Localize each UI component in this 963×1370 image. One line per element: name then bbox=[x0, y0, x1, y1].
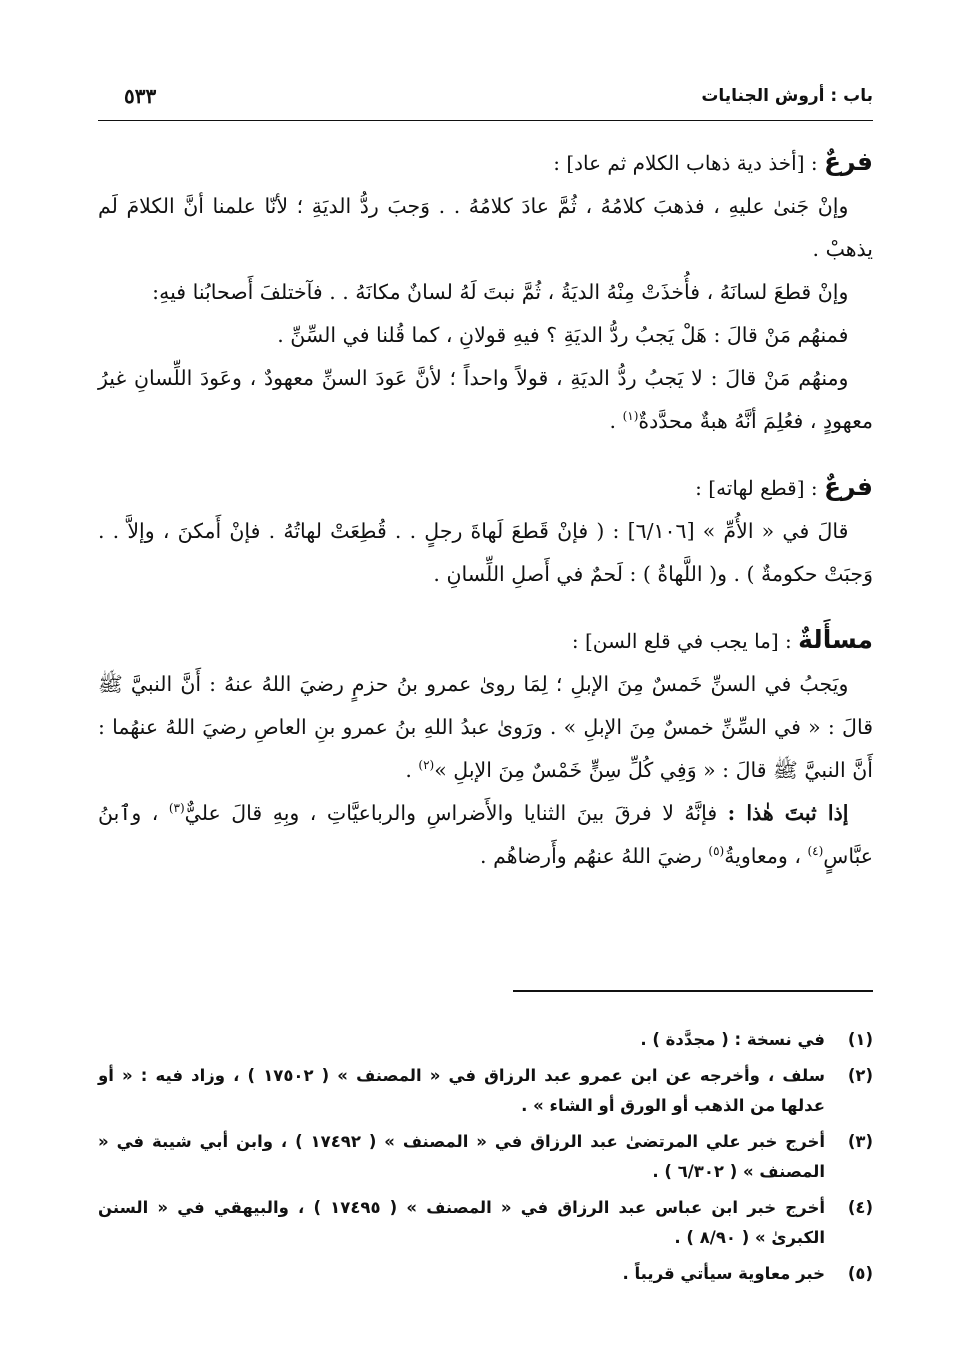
paragraph-text: ، وٱبنُ عبَّاسٍ bbox=[98, 801, 873, 868]
paragraph bbox=[98, 357, 873, 443]
section-heading-2 bbox=[98, 465, 873, 510]
footnote-number: (١) bbox=[847, 1030, 873, 1049]
footnote-ref: (٢) bbox=[418, 758, 435, 773]
footnote-ref: (٥) bbox=[708, 844, 725, 859]
chapter-title: باب : أروش الجنايات bbox=[701, 86, 873, 106]
footnote-number: (٤) bbox=[847, 1198, 873, 1217]
section-heading-3 bbox=[98, 618, 873, 663]
lead-phrase: إذا ثبتَ هٰذا : bbox=[727, 801, 849, 825]
footnote-number: (٥) bbox=[847, 1264, 873, 1283]
paragraph-end: . bbox=[405, 758, 419, 782]
footnote-text: سلف ، وأخرجه عن ابن عمرو عبد الرزاق في « المصنف » ( ١٧٥٠٢ ) ، وزاد فيه : « أو عدلها من الذهب أو الورق أو الشاء » . bbox=[98, 1066, 825, 1115]
footnote-text: خبر معاوية سيأتي قريباً . bbox=[622, 1264, 825, 1283]
footnote bbox=[98, 1259, 873, 1289]
section-topic: : [قطع لهاته] : bbox=[695, 476, 824, 500]
paragraph-text: ، ومعاويةُ bbox=[724, 844, 808, 868]
section-topic: : [أخذ دية ذهاب الكلام ثم عاد] : bbox=[553, 151, 824, 175]
footnote bbox=[98, 1193, 873, 1253]
footnote-ref: (٣) bbox=[168, 801, 185, 816]
paragraph-text: ومنهُم مَنْ قالَ : لا يَجبُ ردُّ الديَةِ ، قولاً واحداً ؛ لأنَّ عَودَ السنِّ معهودٌ ، وعَودَ اللِّسانِ غيرُ معهودٍ ، فعُلِمَ أنَّهُ هبةٌ محدَّدةٌ bbox=[98, 366, 873, 433]
paragraph-text: ويَجبُ في السنِّ خَمسٌ مِنَ الإبلِ ؛ لِمَا روىٰ عمرو بنُ حزمٍ رضيَ اللهُ عنهُ : أَنَّ النبيَّ ﷺ قالَ : « في السِّنِّ خمسٌ مِنَ الإبلِ » . ورَوىٰ عبدُ اللهِ بنُ عمرو بنِ العاصِ رضيَ اللهُ عنهُما : أَنَّ النبيَّ ﷺ قالَ : « وَفِي كُلِّ سِنٍّ خَمْسٌ مِنَ الإبلِ » bbox=[98, 672, 873, 782]
section-keyword: فرعٌ bbox=[824, 147, 873, 176]
page-header bbox=[98, 80, 873, 121]
paragraph: قالَ في « الأُمِّ » [٦/١٠٦] : ( فإنْ قَطعَ لَهاةَ رجلٍ . . قُطِعَتْ لهاتُهُ . فإنْ أَمكنَ ، وإلاَّ . . وَجبَتْ حكومةٌ ) . و( اللَّهاةُ ) : لَحمٌ في أَصلِ اللِّسانِ . bbox=[98, 519, 873, 586]
footnote-number: (٢) bbox=[847, 1066, 873, 1085]
section-topic: : [ما يجب في قلع السن] : bbox=[571, 629, 799, 653]
paragraph-text: رضيَ اللهُ عنهُم وأَرضاهُم . bbox=[480, 844, 709, 868]
footnote-divider bbox=[513, 990, 873, 992]
paragraph: وإنْ جَنىٰ عليهِ ، فذهبَ كلامُهُ ، ثُمَّ عادَ كلامُهُ . . وَجبَ ردُّ الديَةِ ؛ لأنّا علمنا أنَّ الكلامَ لَم يذهبْ . bbox=[98, 194, 873, 261]
paragraph bbox=[98, 792, 873, 878]
paragraph: وإنْ قطعَ لسانَهُ ، فأُخذَتْ مِنْهُ الديَةُ ، ثُمَّ نبتَ لَهُ لسانٌ مكانَهُ . . فآختلفَ أَصحابُنا فيهِ: bbox=[152, 280, 849, 304]
footnote-number: (٣) bbox=[847, 1132, 873, 1151]
paragraph-end: . bbox=[609, 409, 623, 433]
main-text bbox=[98, 140, 873, 878]
paragraph bbox=[98, 663, 873, 792]
footnote-text: أخرج خبر ابن عباس عبد الرزاق في « المصنف » ( ١٧٤٩٥ ) ، والبيهقي في « السنن الكبرىٰ » ( ٨/٩٠ ) . bbox=[98, 1198, 825, 1247]
footnotes bbox=[98, 1025, 873, 1295]
footnote-text: أخرج خبر علي المرتضىٰ عبد الرزاق في « المصنف » ( ١٧٤٩٢ ) ، وابن أبي شيبة في « المصنف » ( ٦/٣٠٢ ) . bbox=[98, 1132, 825, 1181]
footnote-ref: (١) bbox=[622, 409, 639, 424]
section-keyword: فرعٌ bbox=[824, 472, 873, 501]
section-keyword: مسأَلةٌ bbox=[798, 625, 873, 654]
section-heading-1 bbox=[98, 140, 873, 185]
paragraph: فمنهُم مَنْ قالَ : هَلْ يَجبُ ردُّ الديَةِ ؟ فيهِ قولانِ ، كما قُلنا في السِّنِّ . bbox=[277, 323, 849, 347]
footnote bbox=[98, 1127, 873, 1187]
footnote-ref: (٤) bbox=[807, 844, 824, 859]
page-number: ٥٣٣ bbox=[124, 84, 157, 108]
footnote bbox=[98, 1061, 873, 1121]
paragraph-text: فإنَّهُ لا فرقَ بينَ الثنايا والأَضراسِ والرباعيَّاتِ ، وبِهِ قالَ عليٌّ bbox=[184, 801, 728, 825]
footnote-text: في نسخة : ( مجدَّدة ) . bbox=[640, 1030, 825, 1049]
footnote bbox=[98, 1025, 873, 1055]
